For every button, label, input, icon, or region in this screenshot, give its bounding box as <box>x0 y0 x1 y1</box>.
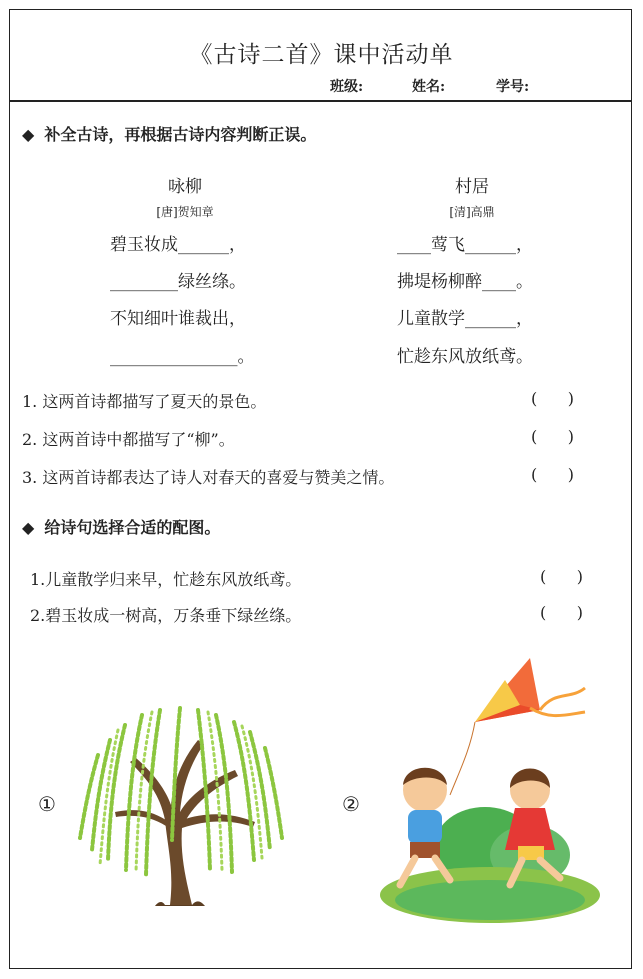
poem2-title: 村居 <box>455 177 489 197</box>
student-id-label: 学号: <box>496 79 530 95</box>
answer-blank[interactable]: ( ) <box>540 603 583 622</box>
poem1-title: 咏柳 <box>168 177 202 197</box>
judgment-question: 3. 这两首诗都表达了诗人对春天的喜爱与赞美之情。 <box>22 468 395 487</box>
answer-blank[interactable]: ( ) <box>531 427 574 446</box>
poem1-line: 不知细叶谁裁出， <box>110 309 246 329</box>
judgment-question: 1. 这两首诗都描写了夏天的景色。 <box>22 392 267 411</box>
section1-heading <box>22 122 316 145</box>
poem2-author: [清]高鼎 <box>449 205 495 219</box>
poem1-line: _______________。 <box>110 347 255 367</box>
class-label: 班级: <box>330 79 364 95</box>
poem2-line: 忙趁东风放纸鸢。 <box>397 347 533 367</box>
section1-title: 补全古诗，再根据古诗内容判断正误。 <box>44 125 317 144</box>
diamond-bullet-icon: ◆ <box>22 518 35 537</box>
poem1-author: [唐]贺知章 <box>156 205 214 219</box>
picture-label-2: ② <box>342 792 360 816</box>
section2-title: 给诗句选择合适的配图。 <box>44 518 221 537</box>
name-label: 姓名: <box>412 79 446 95</box>
answer-blank[interactable]: ( ) <box>531 465 574 484</box>
match-question: 1.儿童散学归来早，忙趁东风放纸鸢。 <box>30 570 302 589</box>
section2-heading <box>22 515 220 538</box>
picture-label-1: ① <box>38 792 56 816</box>
page-title: 《古诗二首》课中活动单 <box>189 42 454 68</box>
poem1-line: 碧玉妆成______， <box>110 235 246 255</box>
judgment-question: 2. 这两首诗中都描写了“柳”。 <box>22 430 235 449</box>
poem2-line: ____莺飞______， <box>397 235 533 255</box>
diamond-bullet-icon: ◆ <box>22 125 35 144</box>
match-question: 2.碧玉妆成一树高，万条垂下绿丝绦。 <box>30 606 302 625</box>
poem2-line: 儿童散学______， <box>397 309 533 329</box>
header-divider <box>9 100 632 102</box>
poem1-line: ________绿丝绦。 <box>110 272 246 292</box>
answer-blank[interactable]: ( ) <box>531 389 574 408</box>
willow-tree-icon <box>70 700 290 910</box>
poem2-line: 拂堤杨柳醉____。 <box>397 272 533 292</box>
children-kite-icon <box>380 650 600 925</box>
answer-blank[interactable]: ( ) <box>540 567 583 586</box>
